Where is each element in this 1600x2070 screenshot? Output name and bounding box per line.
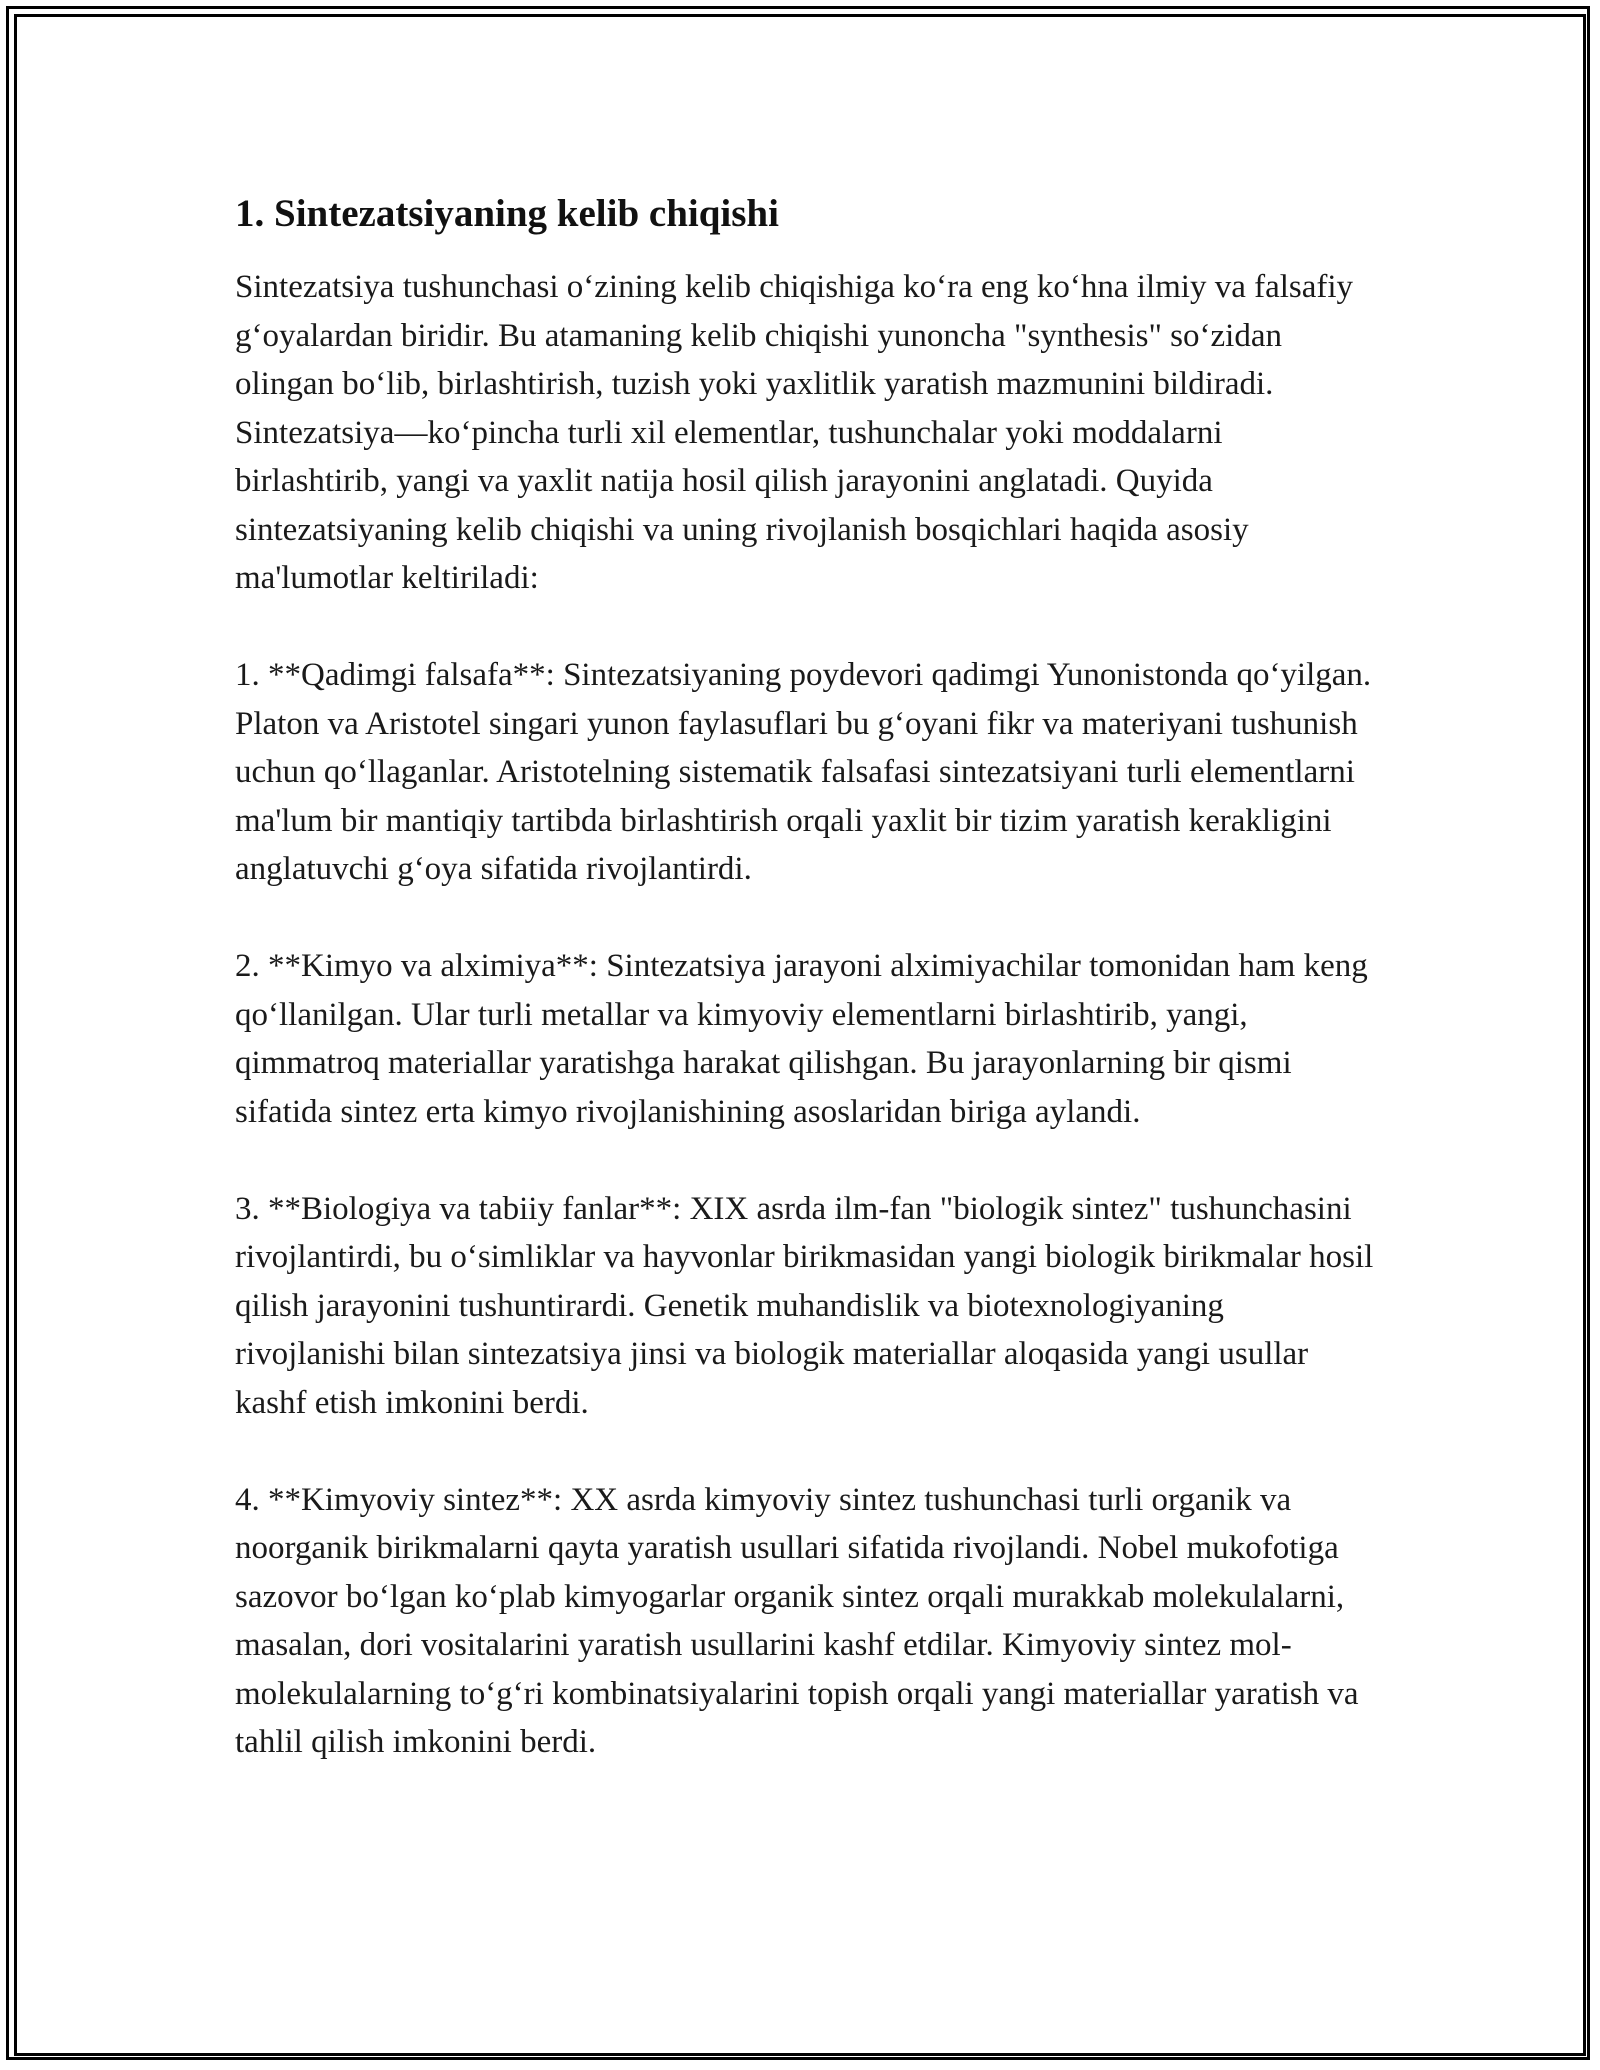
paragraph-chemical-synthesis: 4. **Kimyoviy sintez**: XX asrda kimyoviy sintez tushunchasi turli organik va noorganik birikmalarni qayta yaratish usullari sifatida rivojlandi. Nobel mukofotiga sazovor bo‘lgan ko‘plab kimyogarlar organik sintez orqali murakkab molekulalarni, masalan, dori vositalarini yaratish usullarini kashf etdilar. Kimyoviy sintez mol-molekulalarning to‘g‘ri kombinatsiyalarini topish orqali yangi materiallar yaratish va tahlil qilish imkonini berdi. — [235, 1481, 1359, 1760]
document-body — [235, 185, 1380, 1815]
paragraph-chemistry-alchemy: 2. **Kimyo va alximiya**: Sintezatsiya jarayoni alximiyachilar tomonidan ham keng qo‘llanilgan. Ular turli metallar va kimyoviy elementlarni birlashtirib, yangi, qimmatroq materiallar yaratishga harakat qilishgan. Bu jarayonlarning bir qismi sifatida sintez erta kimyo rivojlanishining asoslaridan biriga aylandi. — [235, 948, 1368, 1130]
section-title: 1. Sintezatsiyaning kelib chiqishi — [235, 192, 779, 235]
intro-paragraph: Sintezatsiya tushunchasi o‘zining kelib chiqishiga ko‘ra eng ko‘hna ilmiy va falsafiy g‘oyalardan biridir. Bu atamaning kelib chiqishi yunoncha "synthesis" so‘zidan olingan bo‘lib, birlashtirish, tuzish yoki yaxlitlik yaratish mazmunini bildiradi. Sintezatsiya—ko‘pincha turli xil elementlar, tushunchalar yoki moddalarni birlashtirib, yangi va yaxlit natija hosil qilish jarayonini anglatadi. Quyida sintezatsiyaning kelib chiqishi va uning rivojlanish bosqichlari haqida asosiy ma'lumotlar keltiriladi: — [235, 269, 1354, 596]
paragraph-biology-natural-sciences: 3. **Biologiya va tabiiy fanlar**: XIX asrda ilm-fan "biologik sintez" tushunchasini rivojlantirdi, bu o‘simliklar va hayvonlar birikmasidan yangi biologik birikmalar hosil qilish jarayonini tushuntirardi. Genetik muhandislik va biotexnologiyaning rivojlanishi bilan sintezatsiya jinsi va biologik materiallar aloqasida yangi usullar kashf etish imkonini berdi. — [235, 1190, 1374, 1421]
paragraph-ancient-philosophy: 1. **Qadimgi falsafa**: Sintezatsiyaning poydevori qadimgi Yunonistonda qo‘yilgan. Platon va Aristotel singari yunon faylasuflari bu g‘oyani fikr va materiyani tushunish uchun qo‘llaganlar. Aristotelning sistematik falsafasi sintezatsiyani turli elementlarni ma'lum bir mantiqiy tartibda birlashtirish orqali yaxlit bir tizim yaratish kerakligini anglatuvchi g‘oya sifatida rivojlantirdi. — [235, 657, 1372, 887]
